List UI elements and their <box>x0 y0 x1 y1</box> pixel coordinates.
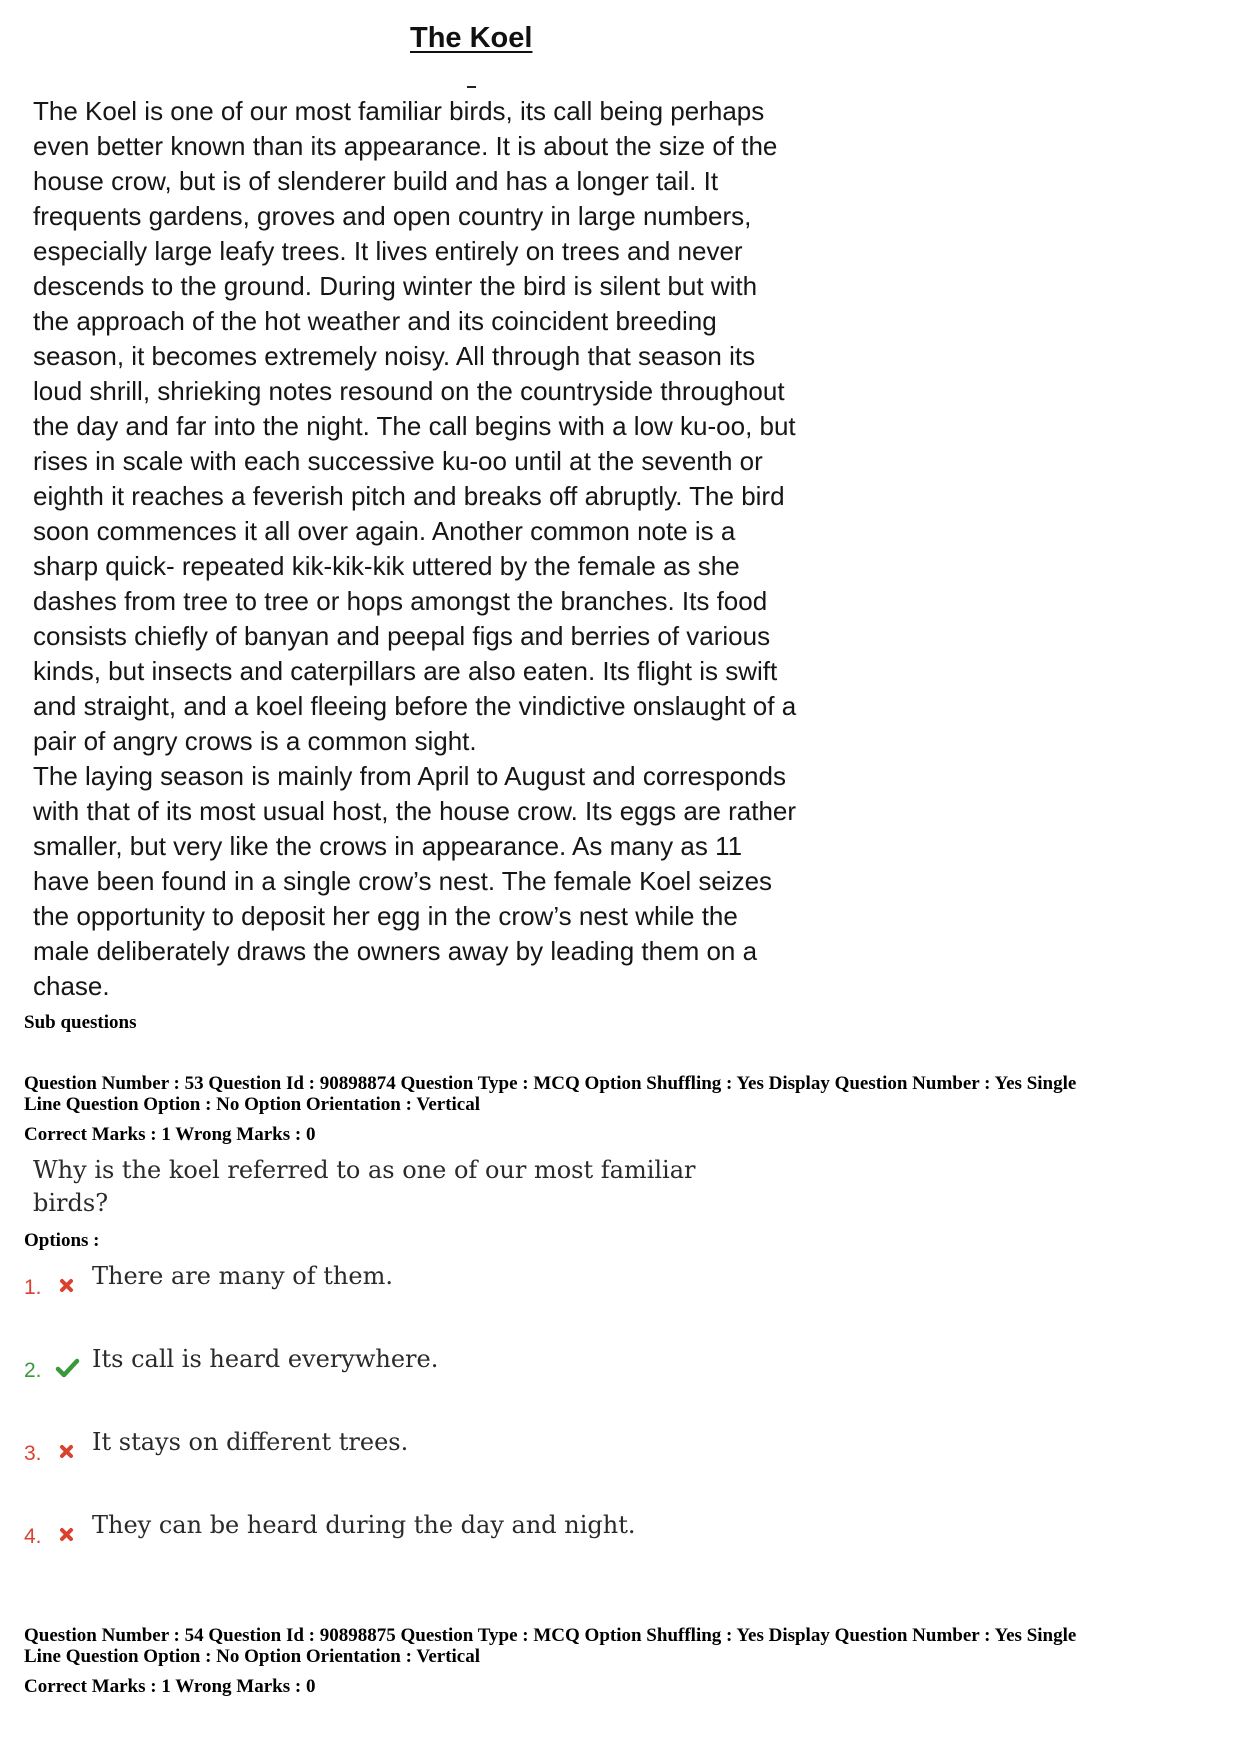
passage-line: have been found in a single crow’s nest. The female Koel seizes <box>33 866 773 896</box>
passage-line: especially large leafy trees. It lives entirely on trees and never <box>33 236 743 266</box>
option-number: 3. <box>24 1442 42 1465</box>
q53-stem-line: Why is the koel referred to as one of our most familiar <box>33 1156 696 1184</box>
passage-line: chase. <box>33 971 110 1001</box>
passage-line: even better known than its appearance. It is about the size of the <box>33 131 778 161</box>
passage-line: season, it becomes extremely noisy. All through that season its <box>33 341 756 371</box>
cross-icon <box>54 1521 80 1547</box>
option-2[interactable] <box>24 1345 924 1385</box>
option-4[interactable] <box>24 1511 924 1551</box>
q54-meta-line2: Line Question Option : No Option Orientation : Vertical <box>24 1646 481 1667</box>
cross-icon <box>54 1272 80 1298</box>
q54-marks: Correct Marks : 1 Wrong Marks : 0 <box>24 1676 316 1697</box>
passage-line: loud shrill, shrieking notes resound on the countryside throughout <box>33 376 785 406</box>
passage-line: with that of its most usual host, the house crow. Its eggs are rather <box>33 796 797 826</box>
option-number: 1. <box>24 1276 42 1299</box>
passage-line: sharp quick- repeated kik-kik-kik uttered by the female as she <box>33 551 740 581</box>
option-text: There are many of them. <box>92 1262 393 1290</box>
sub-questions-label: Sub questions <box>24 1012 137 1033</box>
passage-line: The laying season is mainly from April to August and corresponds <box>33 761 786 791</box>
q53-marks: Correct Marks : 1 Wrong Marks : 0 <box>24 1124 316 1145</box>
q53-stem <box>33 1154 696 1220</box>
q53-options-label: Options : <box>24 1230 100 1251</box>
passage-line: kinds, but insects and caterpillars are also eaten. Its flight is swift <box>33 656 778 686</box>
passage-line: male deliberately draws the owners away by leading them on a <box>33 936 758 966</box>
passage-line: the approach of the hot weather and its coincident breeding <box>33 306 717 336</box>
passage-line: soon commences it all over again. Another common note is a <box>33 516 736 546</box>
check-icon <box>54 1355 80 1381</box>
option-text: Its call is heard everywhere. <box>92 1345 439 1373</box>
q54-meta-line1: Question Number : 54 Question Id : 90898875 Question Type : MCQ Option Shuffling : Yes Display Question Number : Yes Single <box>24 1625 1077 1646</box>
option-number: 4. <box>24 1525 42 1548</box>
option-text: It stays on different trees. <box>92 1428 409 1456</box>
passage-title: The Koel <box>410 22 533 54</box>
passage-line: the day and far into the night. The call begins with a low ku-oo, but <box>33 411 796 441</box>
q53-meta-line2: Line Question Option : No Option Orientation : Vertical <box>24 1094 481 1115</box>
passage-line: pair of angry crows is a common sight. <box>33 726 477 756</box>
passage-line: consists chiefly of banyan and peepal figs and berries of various <box>33 621 771 651</box>
passage-line: house crow, but is of slenderer build and has a longer tail. It <box>33 166 719 196</box>
option-1[interactable] <box>24 1262 924 1302</box>
passage-line: The Koel is one of our most familiar birds, its call being perhaps <box>33 96 765 126</box>
passage-line: and straight, and a koel fleeing before the vindictive onslaught of a <box>33 691 797 721</box>
q53-stem-line: birds? <box>33 1189 109 1217</box>
option-number: 2. <box>24 1359 42 1382</box>
passage-line: the opportunity to deposit her egg in the crow’s nest while the <box>33 901 738 931</box>
q53-meta-line1: Question Number : 53 Question Id : 90898874 Question Type : MCQ Option Shuffling : Yes Display Question Number : Yes Single <box>24 1073 1077 1094</box>
option-text: They can be heard during the day and night. <box>92 1511 636 1539</box>
passage-line: dashes from tree to tree or hops amongst the branches. Its food <box>33 586 768 616</box>
passage-line: eighth it reaches a feverish pitch and breaks off abruptly. The bird <box>33 481 785 511</box>
cross-icon <box>54 1438 80 1464</box>
passage-body <box>33 94 953 1004</box>
title-dash <box>467 86 476 88</box>
passage-line: frequents gardens, groves and open country in large numbers, <box>33 201 752 231</box>
passage-line: smaller, but very like the crows in appearance. As many as 11 <box>33 831 743 861</box>
passage-line: descends to the ground. During winter the bird is silent but with <box>33 271 758 301</box>
passage-line: rises in scale with each successive ku-oo until at the seventh or <box>33 446 763 476</box>
option-3[interactable] <box>24 1428 924 1468</box>
